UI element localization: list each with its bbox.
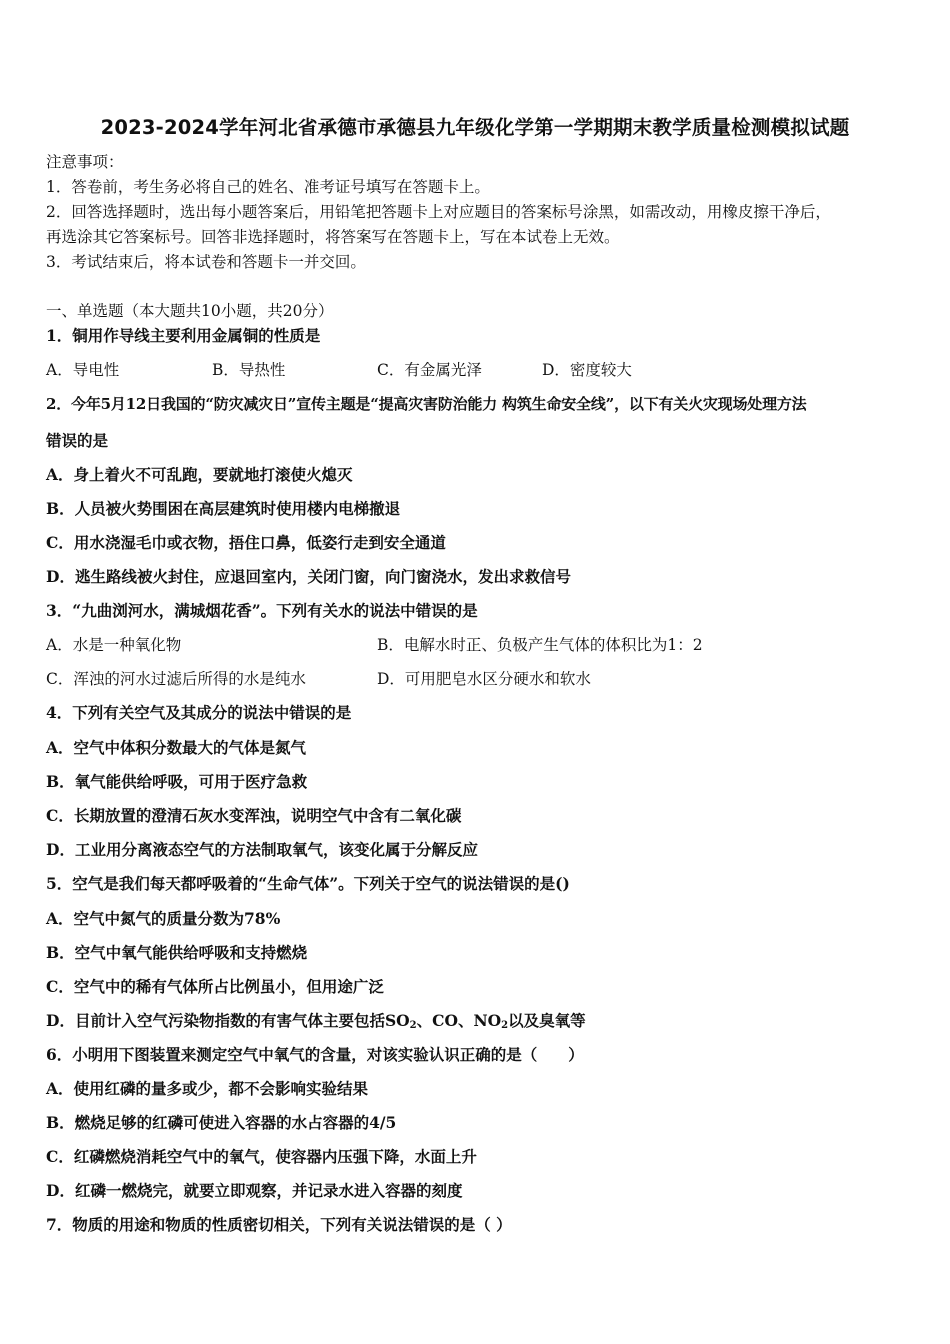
q2-option-b: B．人员被火势围困在高层建筑时使用楼内电梯撤退 — [46, 499, 401, 518]
q5-option-d — [46, 1011, 586, 1036]
q5-option-c: C．空气中的稀有气体所占比例虽小，但用途广泛 — [46, 977, 384, 996]
q2-stem-line2: 错误的是 — [46, 431, 109, 450]
q1-option-c: C．有金属光泽 — [377, 361, 482, 379]
q5-option-d-pre: D．目前计入空气污染物指数的有害气体主要包括SO — [46, 1011, 410, 1030]
q5-option-d-post: 以及臭氧等 — [508, 1011, 586, 1030]
exam-title: 2023-2024学年河北省承德市承德县九年级化学第一学期期末教学质量检测模拟试题 — [100, 116, 850, 139]
q5-option-b: B．空气中氧气能供给呼吸和支持燃烧 — [46, 943, 308, 962]
q4-option-a: A．空气中体积分数最大的气体是氮气 — [46, 738, 307, 757]
q5-option-a: A．空气中氮气的质量分数为78% — [46, 909, 281, 928]
q4-option-d: D．工业用分离液态空气的方法制取氧气，该变化属于分解反应 — [46, 840, 478, 859]
notice-heading: 注意事项： — [46, 153, 124, 171]
q2-option-a: A．身上着火不可乱跑，要就地打滚使火熄灭 — [46, 465, 353, 484]
q1-option-a: A．导电性 — [46, 361, 120, 379]
q3-option-b: B．电解水时正、负极产生气体的体积比为1：2 — [377, 636, 703, 654]
q3-stem: 3．“九曲浏河水，满城烟花香”。下列有关水的说法中错误的是 — [46, 601, 478, 620]
q6-option-d: D．红磷一燃烧完，就要立即观察，并记录水进入容器的刻度 — [46, 1181, 463, 1200]
q6-option-a: A．使用红磷的量多或少，都不会影响实验结果 — [46, 1079, 369, 1098]
q2-stem-line1: 2．今年5月12日我国的“防灾减灾日”宣传主题是“提高灾害防治能力 构筑生命安全线”，以下有关火灾现场处理方法 — [46, 395, 807, 413]
q7-stem: 7．物质的用途和物质的性质密切相关，下列有关说法错误的是（ ） — [46, 1215, 512, 1234]
q4-option-b: B．氧气能供给呼吸，可用于医疗急救 — [46, 772, 308, 791]
notice-item-3: 3．考试结束后，将本试卷和答题卡一并交回。 — [46, 253, 366, 271]
q1-stem: 1．铜用作导线主要利用金属铜的性质是 — [46, 326, 321, 345]
notice-item-2-cont: 再选涂其它答案标号。回答非选择题时，将答案写在答题卡上，写在本试卷上无效。 — [46, 228, 620, 246]
q5-stem: 5．空气是我们每天都呼吸着的“生命气体”。下列关于空气的说法错误的是() — [46, 874, 570, 893]
q5-option-d-sub1: 2 — [409, 1020, 417, 1031]
q1-option-d: D．密度较大 — [542, 361, 632, 379]
notice-item-2: 2．回答选择题时，选出每小题答案后，用铅笔把答题卡上对应题目的答案标号涂黑，如需改动，用橡皮擦干净后， — [46, 203, 831, 221]
q5-option-d-mid: 、CO、NO — [416, 1011, 502, 1030]
q6-option-c: C．红磷燃烧消耗空气中的氧气，使容器内压强下降，水面上升 — [46, 1147, 477, 1166]
q6-option-b: B．燃烧足够的红磷可使进入容器的水占容器的4/5 — [46, 1113, 397, 1132]
notice-item-1: 1．答卷前，考生务必将自己的姓名、准考证号填写在答题卡上。 — [46, 178, 490, 196]
q3-option-d: D．可用肥皂水区分硬水和软水 — [377, 670, 591, 688]
q4-option-c: C．长期放置的澄清石灰水变浑浊，说明空气中含有二氧化碳 — [46, 806, 462, 825]
section-heading: 一、单选题（本大题共10小题，共20分） — [46, 302, 334, 320]
q1-option-b: B．导热性 — [212, 361, 286, 379]
q4-stem: 4．下列有关空气及其成分的说法中错误的是 — [46, 703, 352, 722]
q2-option-d: D．逃生路线被火封住，应退回室内，关闭门窗，向门窗浇水，发出求救信号 — [46, 567, 571, 586]
q2-option-c: C．用水浇湿毛巾或衣物，捂住口鼻，低姿行走到安全通道 — [46, 533, 446, 552]
q6-stem: 6．小明用下图装置来测定空气中氧气的含量，对该实验认识正确的是（ ） — [46, 1045, 584, 1064]
q3-option-c: C．浑浊的河水过滤后所得的水是纯水 — [46, 670, 306, 688]
q5-option-d-sub2: 2 — [501, 1020, 509, 1031]
q3-option-a: A．水是一种氧化物 — [46, 636, 182, 654]
